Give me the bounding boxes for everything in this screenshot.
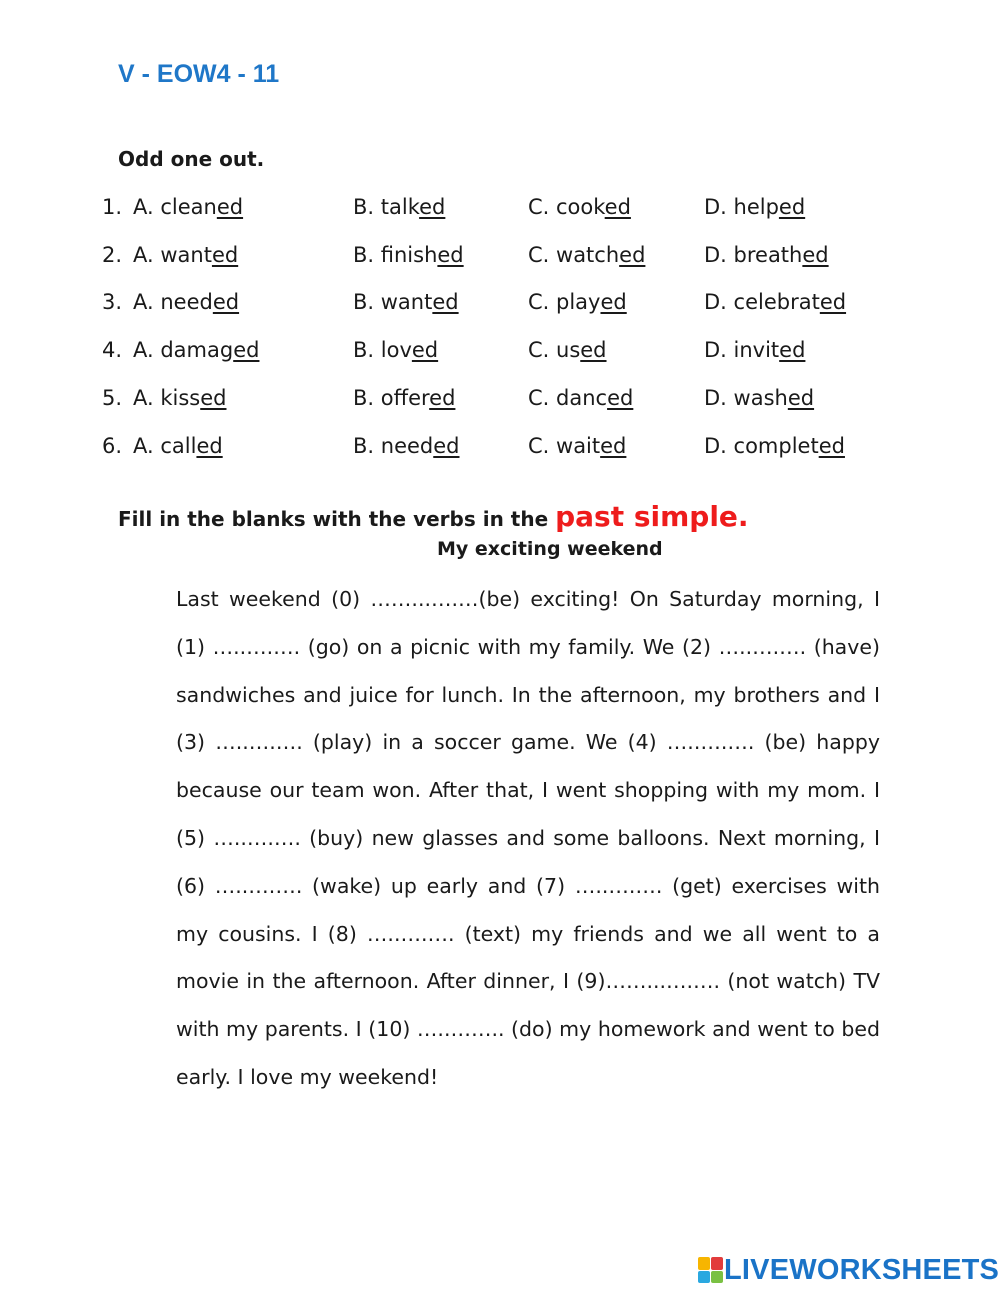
option-stem: D. complet [704,434,819,458]
answer-option[interactable] [704,290,846,314]
liveworksheets-logo-icon [698,1257,722,1283]
odd-one-out-heading: Odd one out. [118,147,265,171]
story-paragraph [176,576,880,1102]
option-ending-underlined: ed [432,290,459,314]
option-ending-underlined: ed [819,290,847,314]
answer-option[interactable] [353,338,438,362]
option-stem: A. want [133,243,212,267]
option-ending-underlined: ed [233,338,260,362]
option-ending-underlined: ed [211,243,239,267]
option-stem: D. help [704,195,779,219]
option-stem: D. celebrat [704,290,820,314]
option-stem: B. want [353,290,433,314]
fill-in-heading-text: Fill in the blanks with the verbs in the [118,507,556,531]
option-ending-underlined: ed [196,434,223,458]
answer-option[interactable] [353,195,445,219]
option-ending-underlined: ed [429,386,456,410]
answer-option[interactable] [704,338,805,362]
answer-option[interactable] [133,195,243,219]
option-stem: C. play [528,290,601,314]
option-ending-underlined: ed [433,434,460,458]
liveworksheets-logo [698,1254,999,1286]
answer-option[interactable] [133,338,259,362]
answer-option[interactable] [528,434,626,458]
option-ending-underlined: ed [604,195,631,219]
option-ending-underlined: ed [580,338,607,362]
option-ending-underlined: ed [212,290,240,314]
answer-option[interactable] [528,290,627,314]
answer-option[interactable] [704,386,814,410]
option-stem: A. kiss [133,386,201,410]
question-row [0,386,1000,418]
question-row [0,195,1000,227]
answer-option[interactable] [704,243,829,267]
question-row [0,338,1000,370]
question-row [0,243,1000,275]
option-ending-underlined: ed [802,243,829,267]
question-number: 3. [102,290,123,314]
answer-option[interactable] [133,290,239,314]
option-stem: C. wait [528,434,601,458]
option-ending-underlined: ed [607,386,634,410]
option-stem: C. cook [528,195,605,219]
option-stem: B. offer [353,386,430,410]
worksheet-title: V - EOW4 - 11 [118,60,280,88]
answer-option[interactable] [353,386,455,410]
past-simple-highlight: past simple. [555,500,749,533]
option-stem: C. danc [528,386,608,410]
option-stem: A. call [133,434,197,458]
question-number: 1. [102,195,123,219]
option-ending-underlined: ed [419,195,446,219]
option-ending-underlined: ed [600,434,627,458]
answer-option[interactable] [528,243,645,267]
question-number: 4. [102,338,123,362]
option-stem: B. lov [353,338,412,362]
option-ending-underlined: ed [787,386,815,410]
option-ending-underlined: ed [437,243,464,267]
option-stem: C. us [528,338,581,362]
option-ending-underlined: ed [600,290,627,314]
fill-in-heading [118,500,749,533]
answer-option[interactable] [704,195,805,219]
option-stem: D. invit [704,338,780,362]
option-ending-underlined: ed [411,338,439,362]
option-stem: B. talk [353,195,420,219]
question-number: 6. [102,434,123,458]
option-ending-underlined: ed [778,195,806,219]
answer-option[interactable] [528,386,633,410]
logo-text: LIVEWORKSHEETS [724,1253,1000,1286]
answer-option[interactable] [133,386,226,410]
option-stem: D. breath [704,243,803,267]
option-ending-underlined: ed [200,386,227,410]
option-stem: B. need [353,434,434,458]
option-stem: A. clean [133,195,217,219]
option-stem: B. finish [353,243,438,267]
answer-option[interactable] [528,338,607,362]
question-row [0,290,1000,322]
option-ending-underlined: ed [818,434,845,458]
answer-option[interactable] [133,243,238,267]
option-stem: D. wash [704,386,788,410]
answer-option[interactable] [133,434,223,458]
story-text: Last weekend (0) ……...….…(be) exciting! On Saturday morning, I (1) …..….…. (go) on a picnic with my family. We (2) …..….…. (have) sandwiches and juice for lunch. In the afternoon, my brothers and I (3) …..….…. (play) in a soccer game. We (4) …..….…. (be) happy because our team won. After that, I went shopping with my mom. I (5) …..….…. (buy) new glasses and some balloons. Next morning, I (6) …..….…. (wake) up early and (7) …..….…. (get) exercises with my cousins. I (8) …..….…. (text) my friends and we all went to a movie in the afternoon. After dinner, I (9)……...….…. (not watch) TV with my parents. I (10) …..…….. (do) my homework and went to bed early. I love my weekend! [176,587,880,1089]
option-ending-underlined: ed [779,338,806,362]
option-stem: A. need [133,290,213,314]
question-row [0,434,1000,466]
answer-option[interactable] [528,195,631,219]
question-number: 5. [102,386,123,410]
answer-option[interactable] [353,290,459,314]
question-number: 2. [102,243,123,267]
option-stem: C. watch [528,243,620,267]
answer-option[interactable] [353,434,460,458]
option-stem: A. damag [133,338,234,362]
option-ending-underlined: ed [216,195,244,219]
answer-option[interactable] [353,243,464,267]
answer-option[interactable] [704,434,845,458]
option-ending-underlined: ed [619,243,646,267]
story-title: My exciting weekend [437,538,663,560]
